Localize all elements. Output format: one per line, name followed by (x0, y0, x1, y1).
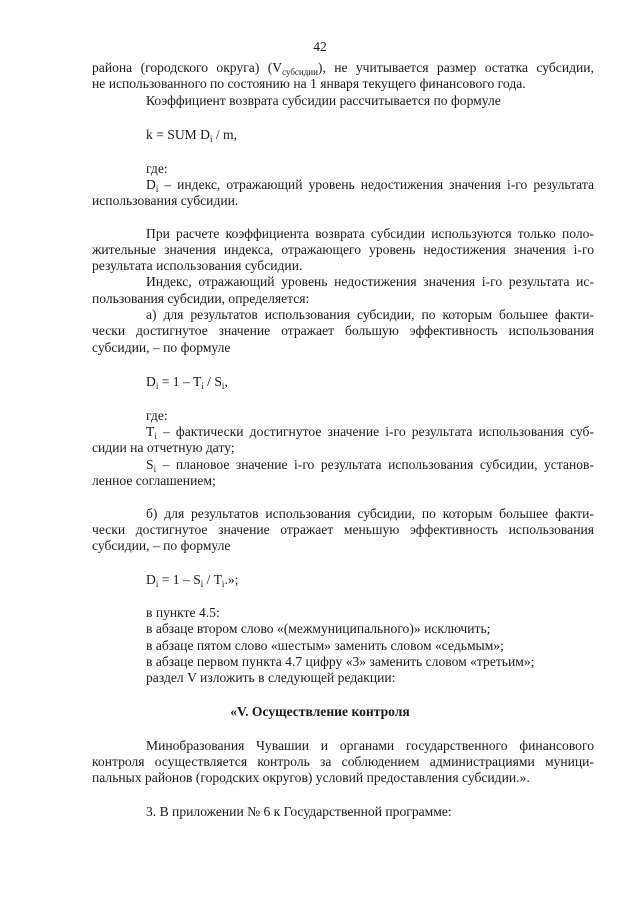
text-line: Минобразования Чувашии и органами государственного финансового (146, 738, 594, 753)
text-line: сидии на отчетную дату; (92, 440, 235, 455)
text-line: При расчете коэффициента возврата субсидии используются только поло- (146, 226, 594, 241)
text-line: Индекс, отражающий уровень недостижения значения i-го результата ис- (146, 274, 594, 289)
text-line: пользования субсидии, определяется: (92, 291, 310, 306)
text-line: $D_i$ – индекс, отражающий уровень недостижения значения i-го результата (146, 177, 594, 194)
formula-k: k = SUM $D_i$ / m, (146, 127, 238, 144)
text-line: б) для результатов использования субсидии, по которым большее факти- (146, 506, 594, 521)
text-line: в абзаце пятом слово «шестым» заменить словом «седьмым»; (146, 638, 504, 653)
text-line: контроля осуществляется контроль за соблюдением администрациями муници- (92, 754, 594, 769)
text-line: в абзаце втором слово «(межмуниципального)» исключить; (146, 621, 491, 636)
text-line: в пункте 4.5: (146, 605, 220, 620)
text-line: использования субсидии. (92, 193, 239, 208)
text-line: субсидии, – по формуле (92, 340, 231, 355)
text-line: субсидии, – по формуле (92, 538, 231, 553)
text-line: чески достигнутое значение отражает большую эффективность использования (92, 323, 594, 338)
text-line: раздел V изложить в следующей редакции: (146, 670, 396, 685)
formula-d-b: $D_i = 1 - S_i / T_i$.»; (146, 572, 239, 589)
text-line: чески достигнутое значение отражает меньшую эффективность использования (92, 522, 594, 537)
text-line: а) для результатов использования субсидии, по которым большее факти- (146, 307, 594, 322)
text-line: в абзаце первом пункта 4.7 цифру «3» заменить словом «третьим»; (146, 654, 535, 669)
formula-d-a: $D_i = 1 - T_i / S_i$, (146, 374, 228, 391)
text-line: района (городского округа) $(V_{субсидии})$, не учитывается размер остатка субсидии, (92, 60, 594, 77)
text-line: не использованного по состоянию на 1 января текущего финансового года. (92, 76, 526, 91)
text-line: ленное соглашением; (92, 473, 216, 488)
text-line: $T_i$ – фактически достигнутое значение i-го результата использования суб- (146, 424, 594, 441)
text-line: жительные значения индекса, отражающего уровень недостижения значения i-го (92, 242, 594, 257)
text-line: Коэффициент возврата субсидии рассчитывается по формуле (146, 93, 501, 108)
text-line: результата использования субсидии. (92, 258, 303, 273)
text-line: $S_i$ – плановое значение i-го результата использования субсидии, установ- (146, 457, 594, 474)
text-line: 3. В приложении № 6 к Государственной программе: (146, 804, 452, 819)
page-number: 42 (313, 39, 327, 54)
text-line: пальных районов (городских округов) условий предоставления субсидии.». (92, 770, 530, 785)
text-line: где: (146, 161, 168, 176)
section-heading: «V. Осуществление контроля (230, 704, 410, 719)
text-line: где: (146, 408, 168, 423)
